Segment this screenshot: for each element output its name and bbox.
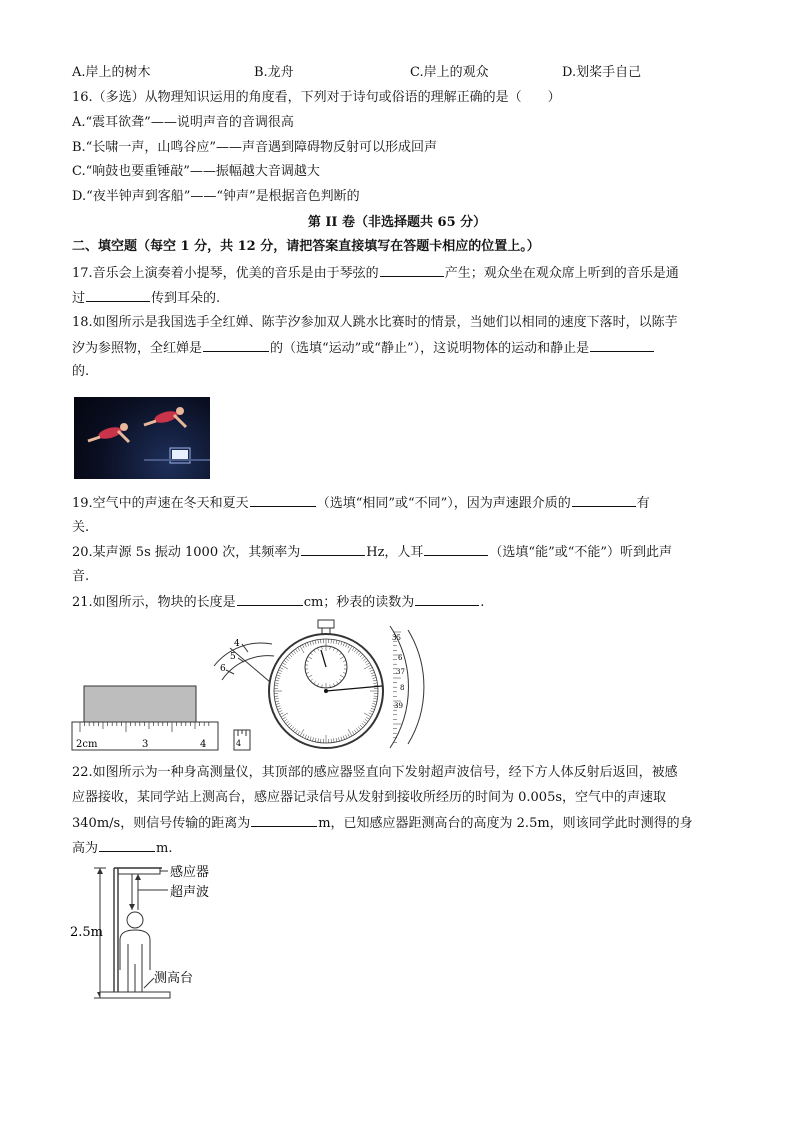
q19-line1 [72,493,650,514]
q15-option-b: B.龙舟 [254,65,294,80]
second-zoom-label-37: 37 [396,668,405,676]
ultrasound-label: 超声波 [170,885,210,900]
ruler-label-4: 4 [200,739,207,750]
platform-edge [144,459,210,461]
answer-blank[interactable] [86,288,150,302]
q21-text2: cm；秒表的读数为 [303,595,415,610]
minute-zoom-label-5: 5 [230,652,236,662]
stopwatch-crown [318,620,334,628]
minute-zoom-label-6: 6 [220,664,226,674]
ruler-inset-label: 4 [236,739,242,748]
height-label: 2.5m [70,925,104,940]
ruler-label-2: 2cm [76,739,98,750]
section-title: 第 II 卷（非选择题共 65 分） [307,215,487,230]
q16-option-d: D.“夜半钟声到客船”——“钟声”是根据音色判断的 [72,189,360,204]
answer-blank[interactable] [415,592,479,606]
q20-line1 [72,542,672,563]
q15-option-d: D.划桨手自己 [562,65,642,80]
answer-blank[interactable] [572,493,636,507]
q22-line1: 22.如图所示为一种身高测量仪，其顶部的感应器竖直向下发射超声波信号，经下方人体反射后返回，被感 [72,765,678,780]
person-head [127,912,143,928]
height-meter-figure [70,860,230,1006]
answer-blank[interactable] [424,542,488,556]
second-zoom-label-35: 35 [392,634,401,642]
answer-blank[interactable] [99,838,155,852]
q17-text2: 产生；观众坐在观众席上听到的音乐是通 [444,266,679,281]
answer-blank[interactable] [237,592,303,606]
sensor-label: 感应器 [170,865,210,880]
q16-stem: 16.（多选）从物理知识运用的角度看，下列对于诗句或俗语的理解正确的是（ ） [72,90,561,105]
q22-text4: m，已知感应器距测高台的高度为 2.5m，则该同学此时测得的身 [318,816,693,831]
ruler-label-3: 3 [142,739,149,750]
answer-blank[interactable] [380,263,444,277]
q21-text1: 21.如图所示，物块的长度是 [72,595,236,610]
q22-text6: m. [156,841,173,856]
q22-line4 [72,838,172,859]
stopwatch-figure [208,618,426,756]
q21-text3: . [480,595,485,610]
q15-option-a: A.岸上的树木 [72,65,151,80]
q17-text4: 传到耳朵的. [151,291,221,306]
answer-blank[interactable] [590,338,654,352]
q18-text2: 汐为参照物，全红婵是 [72,341,203,356]
q19-text3: 有 [636,496,650,511]
diver-left [88,423,129,442]
diving-photo-art [74,397,210,479]
answer-blank[interactable] [251,813,317,827]
q19-line2: 关. [72,520,90,535]
second-zoom-label-8: 8 [400,684,405,692]
q17-line1 [72,263,679,284]
sensor [118,868,160,874]
q18-line2 [72,338,655,359]
q20-text1: 20.某声源 5s 振动 1000 次，其频率为 [72,545,301,560]
q21-line1 [72,592,484,613]
q15-options [72,63,732,83]
q18-line1: 18.如图所示是我国选手全红婵、陈芋汐参加双人跳水比赛时的情景，当她们以相同的速度下落时，以陈芋 [72,315,678,330]
section2-heading: 二、填空题（每空 1 分，共 12 分，请把答案直接填写在答题卡相应的位置上。） [72,239,540,254]
q17-text1: 17.音乐会上演奏着小提琴，优美的音乐是由于琴弦的 [72,266,379,281]
answer-blank[interactable] [203,338,269,352]
q18-line3: 的. [72,364,90,379]
q22-line2: 应器接收，某同学站上测高台，感应器记录信号从发射到接收所经历的时间为 0.005s，空气中的声速取 [72,790,667,805]
platform [100,992,170,998]
answer-blank[interactable] [301,542,365,556]
q15-option-c: C.岸上的观众 [410,65,489,80]
q16-option-c: C.“响鼓也要重锤敲”——振幅越大音调越大 [72,164,320,179]
measured-block [84,686,196,722]
q22-line3 [72,813,693,834]
q19-text2: （选填“相同”或“不同”），因为声速跟介质的 [316,496,571,511]
diving-photo [74,397,210,479]
q16-option-a: A.“震耳欲聋”——说明声音的音调很高 [72,115,294,130]
q17-text3: 过 [72,291,86,306]
q22-text3: 340m/s，则信号传输的距离为 [72,816,251,831]
q19-text1: 19.空气中的声速在冬天和夏天 [72,496,249,511]
minute-zoom-label-4: 4 [234,639,240,649]
q20-line2: 音. [72,569,90,584]
platform-label: 测高台 [154,971,194,986]
q18-text3: 的（选填“运动”或“静止”），这说明物体的运动和静止是 [270,341,590,356]
q16-option-b: B.“长啸一声，山鸣谷应”——声音遇到障碍物反射可以形成回声 [72,140,437,155]
q17-line2 [72,288,220,309]
second-zoom-label-39: 39 [394,702,403,710]
minute-zoom-arc [214,643,272,666]
diver-right [144,407,186,427]
answer-blank[interactable] [250,493,316,507]
q20-text2: Hz，人耳 [366,545,424,560]
second-zoom-label-6: 6 [398,654,403,662]
q20-text3: （选填“能”或“不能”）听到此声 [489,545,673,560]
q22-text5: 高为 [72,841,99,856]
